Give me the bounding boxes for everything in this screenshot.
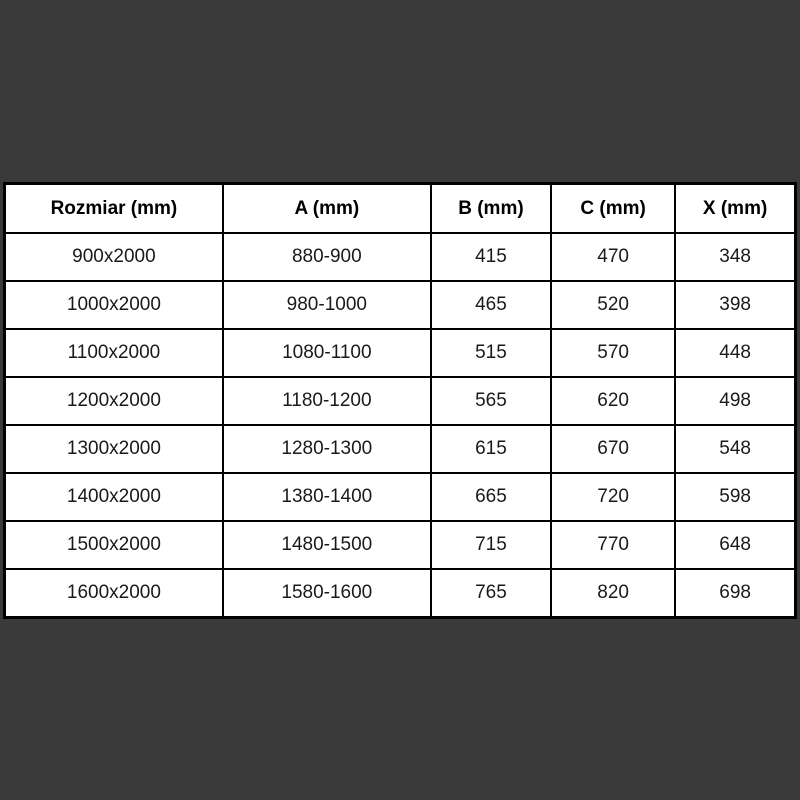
table-cell: 1280-1300 (223, 425, 431, 473)
table-cell: 765 (431, 569, 551, 618)
table-header (5, 184, 796, 234)
table-cell: 1600x2000 (5, 569, 223, 618)
table-cell: 665 (431, 473, 551, 521)
column-header-x: X (mm) (675, 184, 795, 234)
table-cell: 570 (551, 329, 675, 377)
column-header-b: B (mm) (431, 184, 551, 234)
table-cell: 770 (551, 521, 675, 569)
table-cell: 1500x2000 (5, 521, 223, 569)
size-spec-table-container (3, 182, 797, 619)
table-cell: 498 (675, 377, 795, 425)
table-cell: 620 (551, 377, 675, 425)
table-cell: 1300x2000 (5, 425, 223, 473)
table-cell: 880-900 (223, 233, 431, 281)
table-cell: 670 (551, 425, 675, 473)
table-row (5, 281, 796, 329)
table-row (5, 329, 796, 377)
table-cell: 900x2000 (5, 233, 223, 281)
table-cell: 548 (675, 425, 795, 473)
table-cell: 1580-1600 (223, 569, 431, 618)
table-cell: 1180-1200 (223, 377, 431, 425)
table-cell: 720 (551, 473, 675, 521)
table-cell: 715 (431, 521, 551, 569)
table-cell: 1080-1100 (223, 329, 431, 377)
table-row (5, 569, 796, 618)
table-cell: 448 (675, 329, 795, 377)
table-cell: 1480-1500 (223, 521, 431, 569)
table-cell: 648 (675, 521, 795, 569)
table-header-row (5, 184, 796, 234)
table-cell: 470 (551, 233, 675, 281)
table-cell: 980-1000 (223, 281, 431, 329)
table-cell: 565 (431, 377, 551, 425)
table-cell: 698 (675, 569, 795, 618)
table-row (5, 377, 796, 425)
table-cell: 465 (431, 281, 551, 329)
table-row (5, 521, 796, 569)
table-cell: 598 (675, 473, 795, 521)
size-spec-table (3, 182, 797, 619)
table-body (5, 233, 796, 618)
table-row (5, 233, 796, 281)
table-cell: 820 (551, 569, 675, 618)
column-header-c: C (mm) (551, 184, 675, 234)
table-row (5, 473, 796, 521)
table-cell: 515 (431, 329, 551, 377)
table-cell: 1400x2000 (5, 473, 223, 521)
table-cell: 398 (675, 281, 795, 329)
table-cell: 1100x2000 (5, 329, 223, 377)
column-header-rozmiar: Rozmiar (mm) (5, 184, 223, 234)
table-row (5, 425, 796, 473)
table-cell: 1000x2000 (5, 281, 223, 329)
table-cell: 1380-1400 (223, 473, 431, 521)
table-cell: 615 (431, 425, 551, 473)
table-cell: 1200x2000 (5, 377, 223, 425)
table-cell: 348 (675, 233, 795, 281)
table-cell: 415 (431, 233, 551, 281)
table-cell: 520 (551, 281, 675, 329)
column-header-a: A (mm) (223, 184, 431, 234)
